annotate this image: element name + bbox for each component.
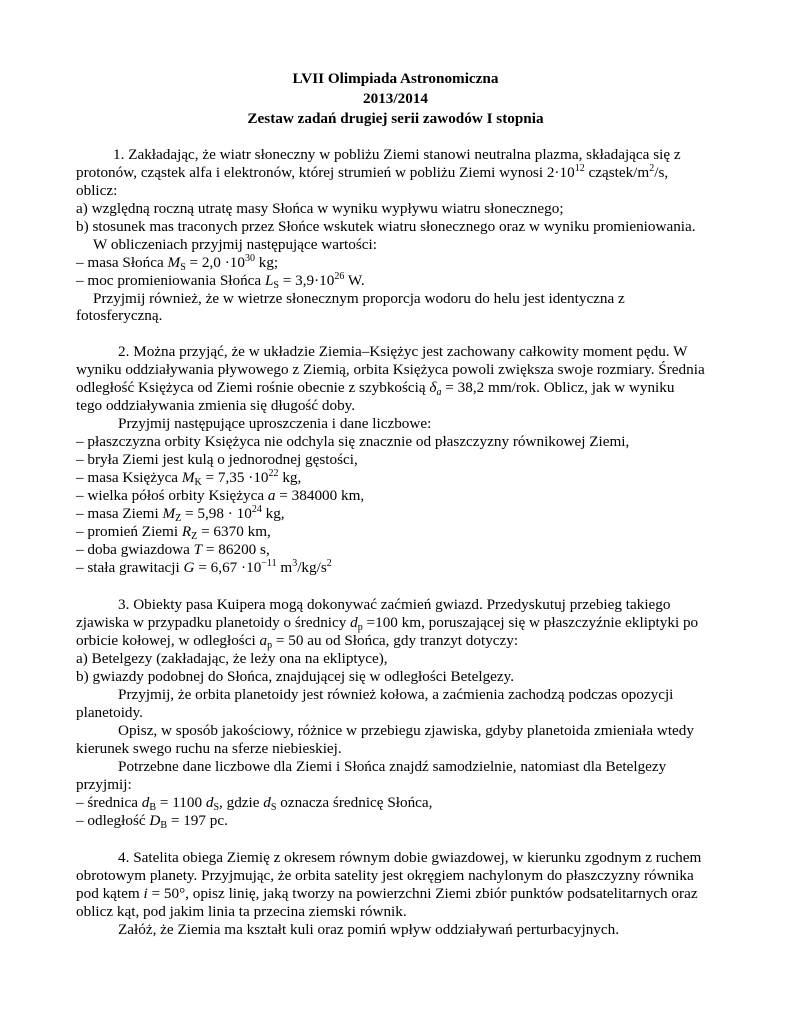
p2-line-9: – wielka półoś orbity Księżyca a = 384000 km, xyxy=(76,487,365,504)
p4-line-2: obrotowym planety. Przyjmując, że orbita satelity jest okręgiem nachylonym do płaszczyzny równika xyxy=(76,867,694,884)
p2-line-7: – bryła Ziemi jest kulą o jednorodnej gęstości, xyxy=(76,451,358,468)
p1-line-9: Przyjmij również, że w wietrze słonecznym proporcja wodoru do helu jest identyczna z xyxy=(93,290,625,307)
p3-line-13: – odległość $D_B = 197$ pc. xyxy=(76,812,228,831)
p2-line-2: wyniku oddziaływania pływowego z Ziemią, orbita Księżyca powoli zwiększa swoje rozmiary. Średnia xyxy=(76,361,705,378)
p2-line-3: odległość Księżyca od Ziemi rośnie obecnie z szybkością $\delta_a = 38,2$ mm/rok. Oblicz, jak w wyniku xyxy=(76,379,675,398)
p2-line-6: – płaszczyzna orbity Księżyca nie odchyla się znacznie od płaszczyzny równikowej Ziemi, xyxy=(76,433,630,450)
p1-line-2: protonów, cząstek alfa i elektronów, której strumień w pobliżu Ziemi wynosi $2\cdot 10^{12}$ cząstek/$m^2/s$, xyxy=(76,163,669,181)
olympiad-title: LVII Olimpiada Astronomiczna xyxy=(292,70,499,87)
p3-line-11: przyjmij: xyxy=(76,776,132,793)
p3-line-3: orbicie kołowej, w odległości $a_p = 50$ au od Słońca, gdy tranzyt dotyczy: xyxy=(76,632,519,651)
p4-line-3: pod kątem i = 50°, opisz linię, jaką tworzy na powierzchni Ziemi zbiór punktów podsatelitarnych oraz xyxy=(76,885,698,902)
p1-line-7: – masa Słońca $M_S = 2,0 \cdot 10^{30}$ kg; xyxy=(76,253,279,273)
p1-line-3: oblicz: xyxy=(76,182,118,199)
p2-line-1: 2. Można przyjąć, że w układzie Ziemia–Księżyc jest zachowany całkowity moment pędu. W xyxy=(118,343,688,360)
p3-line-2: zjawiska w przypadku planetoidy o średnicy $d_p =100$ km, poruszającej się w płaszczyźnie ekliptyki po xyxy=(76,614,699,633)
p1-line-5: b) stosunek mas traconych przez Słońce wskutek wiatru słonecznego oraz w wyniku promieniowania. xyxy=(76,218,696,235)
p2-line-10: – masa Ziemi $M_Z = 5,98 \cdot 10^{24}$ kg, xyxy=(76,504,285,524)
p1-line-6: W obliczeniach przyjmij następujące wartości: xyxy=(93,236,377,253)
p2-line-12: – doba gwiazdowa T = 86200 s, xyxy=(76,541,270,558)
p4-line-4: oblicz kąt, pod jakim linia ta przecina ziemski równik. xyxy=(76,903,407,920)
p1-line-10: fotosferyczną. xyxy=(76,307,163,324)
p2-line-13: – stała grawitacji $G = 6,67 \cdot 10^{-11}$ $m^3/kg/s^2$ xyxy=(76,558,332,576)
p3-line-6: Przyjmij, że orbita planetoidy jest również kołowa, a zaćmienia zachodzą podczas opozycji xyxy=(118,686,674,703)
p3-line-8: Opisz, w sposób jakościowy, różnice w przebiegu zjawiska, gdyby planetoida zmieniała wtedy xyxy=(118,722,694,739)
p1-line-8: – moc promieniowania Słońca $L_S = 3,9\cdot 10^{26}$ W. xyxy=(76,271,365,291)
p3-line-4: a) Betelgezy (zakładając, że leży ona na ekliptyce), xyxy=(76,650,388,667)
series-title: Zestaw zadań drugiej serii zawodów I stopnia xyxy=(247,110,544,127)
p3-line-1: 3. Obiekty pasa Kuipera mogą dokonywać zaćmień gwiazd. Przedyskutuj przebieg takiego xyxy=(118,596,671,613)
p1-line-4: a) względną roczną utratę masy Słońca w wyniku wypływu wiatru słonecznego; xyxy=(76,200,564,217)
p3-line-12: – średnica $d_B = 1100$ $d_S$, gdzie $d_S$ oznacza średnicę Słońca, xyxy=(76,794,433,813)
p2-line-5: Przyjmij następujące uproszczenia i dane liczbowe: xyxy=(118,415,432,432)
p1-line-1: 1. Zakładając, że wiatr słoneczny w pobliżu Ziemi stanowi neutralna plazma, składająca się z xyxy=(113,146,681,163)
p3-line-5: b) gwiazdy podobnej do Słońca, znajdującej się w odległości Betelgezy. xyxy=(76,668,515,685)
year-title: 2013/2014 xyxy=(363,90,428,107)
p2-line-8: – masa Księżyca $M_K = 7,35 \cdot 10^{22}$ kg, xyxy=(76,468,302,488)
p3-line-10: Potrzebne dane liczbowe dla Ziemi i Słońca znajdź samodzielnie, natomiast dla Betelgezy xyxy=(118,758,667,775)
p3-line-9: kierunek swego ruchu na sferze niebieskiej. xyxy=(76,740,342,757)
p4-line-1: 4. Satelita obiega Ziemię z okresem równym dobie gwiazdowej, w kierunku zgodnym z ruchem xyxy=(118,849,702,866)
p4-line-5: Załóż, że Ziemia ma kształt kuli oraz pomiń wpływ oddziaływań perturbacyjnych. xyxy=(118,921,620,938)
p2-line-4: tego oddziaływania zmienia się długość doby. xyxy=(76,397,356,414)
p2-line-11: – promień Ziemi $R_Z = 6370$ km, xyxy=(76,523,271,542)
p3-line-7: planetoidy. xyxy=(76,704,143,721)
